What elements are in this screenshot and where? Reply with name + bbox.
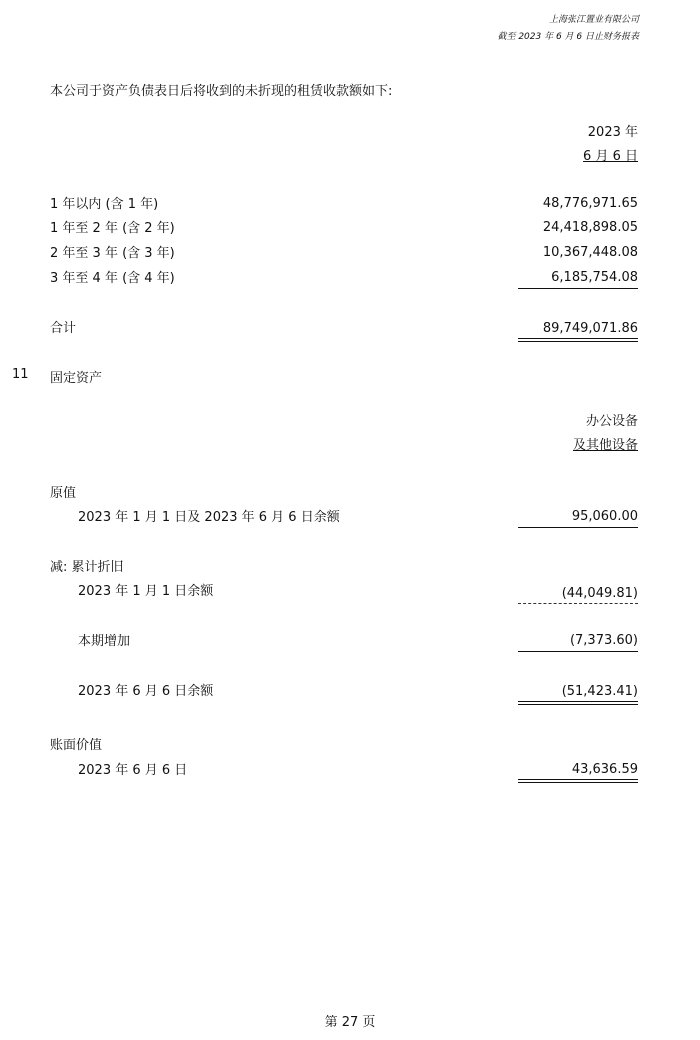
lease-row-label: 3 年至 4 年 (含 4 年): [50, 271, 175, 286]
fa-col-line2: 及其他设备: [572, 438, 638, 453]
report-title: 截至 2023 年 6 月 6 日止财务报表: [497, 32, 639, 42]
page-number: 第 27 页: [324, 1015, 376, 1030]
book-value-label: 账面价值: [50, 738, 103, 753]
lease-row-value: 48,776,971.65: [542, 196, 638, 211]
lease-intro: 本公司于资产负债表日后将收到的未折现的租赁收款额如下:: [50, 84, 393, 99]
dep-add-value: (7,373.60): [569, 633, 638, 648]
lease-row-label: 1 年以内 (含 1 年): [50, 197, 159, 212]
lease-col-year: 2023 年: [587, 125, 638, 140]
lease-col-date: 6 月 6 日: [583, 149, 638, 164]
lease-row-label: 1 年至 2 年 (含 2 年): [50, 221, 175, 236]
lease-row-value: 10,367,448.08: [542, 245, 638, 260]
dep-close-label: 2023 年 6 月 6 日余额: [78, 684, 214, 699]
dep-open-label: 2023 年 1 月 1 日余额: [78, 584, 214, 599]
total-double-rule: [518, 338, 638, 342]
value-rule: [518, 651, 638, 652]
lease-row-label: 2 年至 3 年 (含 3 年): [50, 246, 175, 261]
value-rule: [518, 603, 638, 604]
dep-close-value: (51,423.41): [561, 684, 638, 699]
book-row-label: 2023 年 6 月 6 日: [78, 763, 188, 778]
lease-row-value: 24,418,898.05: [542, 220, 638, 235]
original-row-label: 2023 年 1 月 1 日及 2023 年 6 月 6 日余额: [78, 510, 340, 525]
dep-open-value: (44,049.81): [561, 586, 638, 601]
company-name: 上海张江置业有限公司: [548, 15, 639, 25]
book-row-value: 43,636.59: [571, 762, 638, 777]
original-label: 原值: [50, 486, 77, 501]
section-number: 11: [12, 367, 29, 382]
section-title: 固定资产: [50, 371, 103, 386]
double-rule: [518, 779, 638, 783]
lease-total-label: 合计: [50, 321, 77, 336]
lease-total-value: 89,749,071.86: [542, 321, 638, 336]
lease-row-value: 6,185,754.08: [551, 270, 638, 285]
subtotal-rule: [518, 288, 638, 289]
dep-label: 减: 累计折旧: [50, 560, 124, 575]
value-rule: [518, 527, 638, 528]
dep-add-label: 本期增加: [78, 634, 131, 649]
double-rule: [518, 701, 638, 705]
fa-col-line1: 办公设备: [585, 414, 638, 429]
original-row-value: 95,060.00: [571, 509, 638, 524]
